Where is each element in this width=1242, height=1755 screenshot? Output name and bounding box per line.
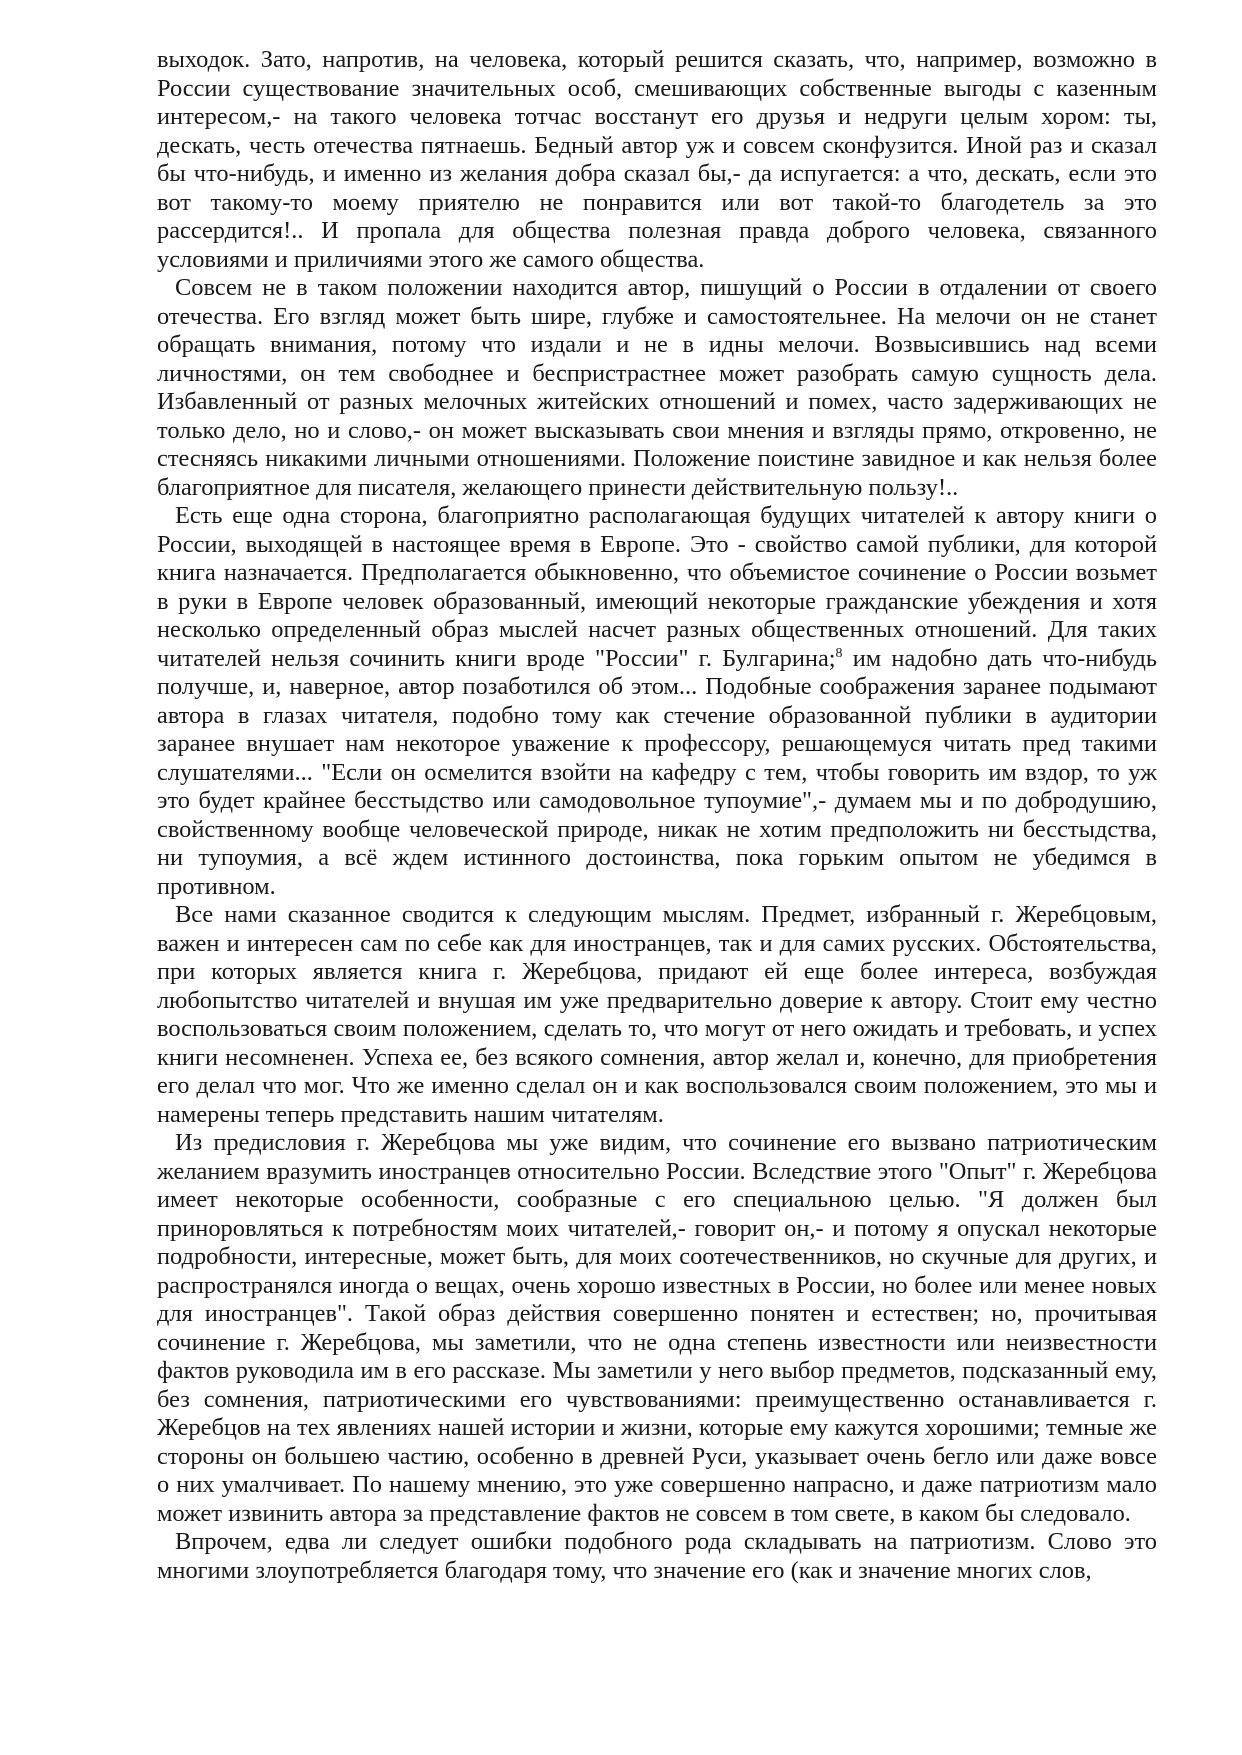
paragraph-2: Совсем не в таком положении находится автор, пишущий о России в отдалении от своего отечества. Его взгляд может быть шире, глубже и самостоятельнее. На мелочи он не станет обращать внимания, потому что издали и не в идны мелочи. Возвысившись над всеми личностями, он тем свободнее и беспристрастнее может разобрать самую сущность дела. Избавленный от разных мелочных житейских отношений и помех, часто задерживающих не только дело, но и слово,- он может высказывать свои мнения и взгляды прямо, откровенно, не стесняясь никакими личными отношениями. Положение поистине завидное и как нельзя более благоприятное для писателя, желающего принести действительную пользу!.. — [157, 274, 1157, 501]
paragraph-3-text-end: им надобно дать что-нибудь получше, и, наверное, автор позаботился об этом... Подобные соображения заранее подымают автора в глазах читателя, подобно тому как стечение образованной публики в аудитории заранее внушает нам некоторое уважение к профессору, решающемуся читать пред такими слушателями... "Если он осмелится взойти на кафедру с тем, чтобы говорить им вздор, то уж это будет крайнее бесстыдство или самодовольное тупоумие",- думаем мы и по добродушию, свойственному вообще человеческой природе, никак не хотим предположить ни бесстыдства, ни тупоумия, а всё ждем истинного достоинства, пока горьким опытом не убедимся в противном. — [157, 644, 1157, 900]
paragraph-6: Впрочем, едва ли следует ошибки подобного рода складывать на патриотизм. Слово это многими злоупотребляется благодаря тому, что значение его (как и значение многих слов, — [157, 1528, 1157, 1584]
paragraph-5: Из предисловия г. Жеребцова мы уже видим, что сочинение его вызвано патриотическим желанием вразумить иностранцев относительно России. Вследствие этого "Опыт" г. Жеребцова имеет некоторые особенности, сообразные с его специальною целью. "Я должен был приноровляться к потребностям моих читателей,- говорит он,- и потому я опускал некоторые подробности, интересные, может быть, для моих соотечественников, но скучные для других, и распространялся иногда о вещах, очень хорошо известных в России, но более или менее новых для иностранцев". Такой образ действия совершенно понятен и естествен; но, прочитывая сочинение г. Жеребцова, мы заметили, что не одна степень известности или неизвестности фактов руководила им в его рассказе. Мы заметили у него выбор предметов, подсказанный ему, без сомнения, патриотическими его чувствованиями: преимущественно останавливается г. Жеребцов на тех явлениях нашей истории и жизни, которые ему кажутся хорошими; темные же стороны он большею частию, особенно в древней Руси, указывает очень бегло или даже вовсе о них умалчивает. По нашему мнению, это уже совершенно напрасно, и даже патриотизм мало может извинить автора за представление фактов не совсем в том свете, в каком бы следовало. — [157, 1129, 1157, 1527]
paragraph-1: выходок. Зато, напротив, на человека, который решится сказать, что, например, возможно в России существование значительных особ, смешивающих собственные выгоды с казенным интересом,- на такого человека тотчас восстанут его друзья и недруги целым хором: ты, дескать, честь отечества пятнаешь. Бедный автор уж и совсем сконфузится. Иной раз и сказал бы что-нибудь, и именно из желания добра сказал бы,- да испугается: а что, дескать, если это вот такому-то моему приятелю не понравится или вот такой-то благодетель за это рассердится!.. И пропала для общества полезная правда доброго человека, связанного условиями и приличиями этого же самого общества. — [157, 46, 1157, 273]
document-page — [157, 46, 1157, 1585]
paragraph-3 — [157, 502, 1157, 901]
paragraph-3-text-start: Есть еще одна сторона, благоприятно располагающая будущих читателей к автору книги о России, выходящей в настоящее время в Европе. Это - свойство самой публики, для которой книга назначается. Предполагается обыкновенно, что объемистое сочинение о России возьмет в руки в Европе человек образованный, имеющий некоторые гражданские убеждения и хотя несколько определенный образ мыслей насчет разных общественных отношений. Для таких читателей нельзя сочинить книги вроде "России" г. Булгарина; — [157, 502, 1157, 672]
paragraph-4: Все нами сказанное сводится к следующим мыслям. Предмет, избранный г. Жеребцовым, важен и интересен сам по себе как для иностранцев, так и для самих русских. Обстоятельства, при которых является книга г. Жеребцова, придают ей еще более интереса, возбуждая любопытство читателей и внушая им уже предварительно доверие к автору. Стоит ему честно воспользоваться своим положением, сделать то, что могут от него ожидать и требовать, и успех книги несомненен. Успеха ее, без всякого сомнения, автор желал и, конечно, для приобретения его делал что мог. Что же именно сделал он и как воспользовался своим положением, это мы и намерены теперь представить нашим читателям. — [157, 901, 1157, 1128]
footnote-marker: 8 — [835, 645, 843, 661]
